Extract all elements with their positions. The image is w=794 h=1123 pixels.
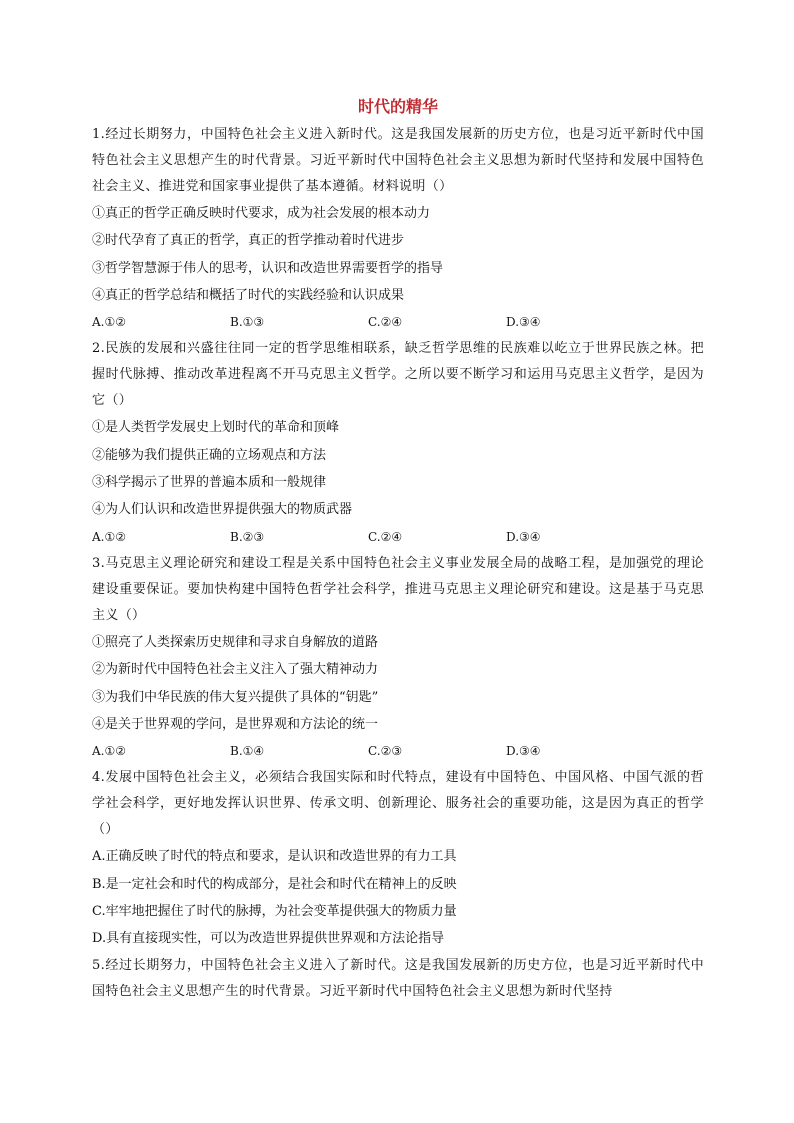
statement-2: ②能够为我们提供正确的立场观点和方法 <box>92 447 327 463</box>
question-2 <box>92 336 704 550</box>
question-stem: 2.民族的发展和兴盛往往同一定的哲学思维相联系，缺乏哲学思维的民族难以屹立于世界民族之林。把握时代脉搏、推动改革进程离不开马克思主义哲学。之所以要不断学习和运用马克思主义哲学，是因为它（） <box>92 341 704 409</box>
statement-2: ②时代孕育了真正的哲学，真正的哲学推动着时代进步 <box>92 233 405 249</box>
choice-c: C.牢牢地把握住了时代的脉搏，为社会变革提供强大的物质力量 <box>92 904 457 920</box>
option-a: A.①② <box>92 315 126 330</box>
option-d: D.③④ <box>506 315 541 330</box>
option-d: D.③④ <box>506 744 541 759</box>
statement-3: ③科学揭示了世界的普遍本质和一般规律 <box>92 475 327 491</box>
question-5 <box>92 953 704 1005</box>
option-b: B.①③ <box>230 315 265 330</box>
answer-options <box>92 524 704 551</box>
statement-4: ④真正的哲学总结和概括了时代的实践经验和认识成果 <box>92 287 405 303</box>
question-4 <box>92 765 704 952</box>
statement-2: ②为新时代中国特色社会主义注入了强大精神动力 <box>92 662 379 678</box>
question-stem: 5.经过长期努力，中国特色社会主义进入了新时代。这是我国发展新的历史方位，也是习近平新时代中国特色社会主义思想产生的时代背景。习近平新时代中国特色社会主义思想为新时代坚持 <box>92 957 704 999</box>
statement-1: ①真正的哲学正确反映时代要求，成为社会发展的根本动力 <box>92 206 431 221</box>
option-a: A.①② <box>92 744 126 759</box>
option-c: C.②③ <box>368 744 403 759</box>
option-b: B.①④ <box>230 744 265 759</box>
answer-options <box>92 738 704 765</box>
question-stem: 1.经过长期努力，中国特色社会主义进入新时代。这是我国发展新的历史方位，也是习近平新时代中国特色社会主义思想产生的时代背景。习近平新时代中国特色社会主义思想为新时代坚持和发展中国特色社会主义、推进党和国家事业提供了基本遵循。材料说明（） <box>92 127 704 194</box>
question-3 <box>92 551 704 765</box>
option-c: C.②④ <box>368 529 403 544</box>
question-stem: 4.发展中国特色社会主义，必须结合我国实际和时代特点，建设有中国特色、中国风格、中国气派的哲学社会科学，更好地发挥认识世界、传承文明、创新理论、服务社会的重要功能，这是因为真正的哲学（） <box>92 770 704 838</box>
option-b: B.②③ <box>230 529 265 544</box>
statement-3: ③哲学智慧源于伟人的思考，认识和改造世界需要哲学的指导 <box>92 260 444 276</box>
statement-3: ③为我们中华民族的伟大复兴提供了具体的“钥匙” <box>92 689 379 705</box>
statement-4: ④为人们认识和改造世界提供强大的物质武器 <box>92 502 353 518</box>
document-page <box>92 96 704 1005</box>
answer-options <box>92 309 704 336</box>
choice-d: D.具有直接现实性，可以为改造世界提供世界观和方法论指导 <box>92 931 445 947</box>
option-d: D.③④ <box>506 529 541 544</box>
statement-1: ①是人类哲学发展史上划时代的革命和顶峰 <box>92 420 340 436</box>
question-1 <box>92 122 704 336</box>
page-title: 时代的精华 <box>357 97 438 116</box>
choice-a: A.正确反映了时代的特点和要求，是认识和改造世界的有力工具 <box>92 849 457 865</box>
option-c: C.②④ <box>368 315 403 330</box>
statement-1: ①照亮了人类探索历史规律和寻求自身解放的道路 <box>92 634 379 650</box>
option-a: A.①② <box>92 529 126 544</box>
question-stem: 3.马克思主义理论研究和建设工程是关系中国特色社会主义事业发展全局的战略工程，是加强党的理论建设重要保证。要加快构建中国特色哲学社会科学，推进马克思主义理论研究和建设。这是基于马克思主义（） <box>92 555 704 623</box>
choice-b: B.是一定社会和时代的构成部分，是社会和时代在精神上的反映 <box>92 876 457 892</box>
statement-4: ④是关于世界观的学问，是世界观和方法论的统一 <box>92 716 379 732</box>
